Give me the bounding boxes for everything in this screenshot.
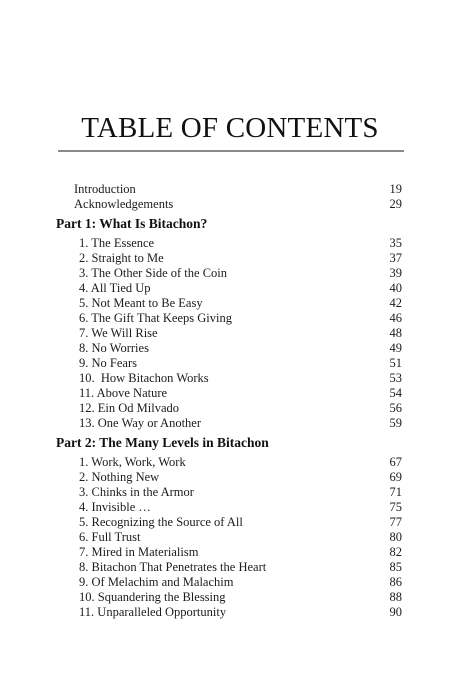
toc-entry-title: 4. Invisible … — [79, 500, 151, 514]
toc-page-number: 29 — [389, 197, 402, 211]
toc-entry — [79, 500, 402, 515]
toc-page-number: 86 — [389, 575, 402, 589]
toc-entry-title: 5. Not Meant to Be Easy — [79, 296, 203, 310]
toc-page-number: 51 — [389, 356, 402, 370]
toc-entry-title: 1. The Essence — [79, 236, 155, 250]
toc-entry — [79, 485, 402, 500]
toc-entry — [79, 455, 402, 470]
toc-entry — [79, 386, 402, 401]
toc-entry-title: 5. Recognizing the Source of All — [79, 515, 243, 529]
toc-entry — [79, 470, 402, 485]
toc-entry — [79, 605, 402, 620]
toc-entry-title: 10. Squandering the Blessing — [79, 590, 226, 604]
toc-entry-title: 9. No Fears — [79, 356, 137, 370]
toc-entry — [79, 590, 402, 605]
toc-page-number: 56 — [389, 401, 402, 415]
toc-entry-title: 1. Work, Work, Work — [79, 455, 186, 469]
toc-entry — [79, 266, 402, 281]
part-heading: Part 1: What Is Bitachon? — [56, 216, 208, 231]
toc-entry-title: 11. Above Nature — [79, 386, 168, 400]
toc-entry-title: 7. We Will Rise — [79, 326, 158, 340]
toc-entry — [79, 545, 402, 560]
toc-page-number: 80 — [389, 530, 402, 544]
toc-page-number: 48 — [389, 326, 402, 340]
toc-entry-title: Introduction — [74, 182, 136, 196]
toc-page-number: 42 — [389, 296, 402, 310]
toc-entry — [79, 371, 402, 386]
toc-entry-title: 4. All Tied Up — [79, 281, 151, 295]
toc-entry-title: 8. Bitachon That Penetrates the Heart — [79, 560, 267, 574]
toc-entry-title: Acknowledgements — [74, 197, 174, 211]
toc-page-number: 39 — [389, 266, 402, 280]
toc-entry — [79, 401, 402, 416]
toc-page-number: 85 — [389, 560, 402, 574]
toc-entry — [79, 251, 402, 266]
toc-entry-title: 7. Mired in Materialism — [79, 545, 199, 559]
toc-entry — [79, 326, 402, 341]
toc-entry — [79, 416, 402, 431]
toc-entry — [79, 530, 402, 545]
toc-entry-title: 12. Ein Od Milvado — [79, 401, 179, 415]
toc-entry — [79, 560, 402, 575]
toc-page-number: 46 — [389, 311, 402, 325]
toc-page-number: 59 — [389, 416, 402, 430]
toc-entry-title: 10. How Bitachon Works — [79, 371, 209, 385]
toc-page-number: 19 — [389, 182, 402, 196]
toc-entry-title: 2. Nothing New — [79, 470, 160, 484]
part-heading: Part 2: The Many Levels in Bitachon — [56, 435, 269, 450]
toc-entry-title: 8. No Worries — [79, 341, 149, 355]
toc-entry-title: 2. Straight to Me — [79, 251, 164, 265]
toc-page-number: 90 — [389, 605, 402, 619]
toc-entry-title: 9. Of Melachim and Malachim — [79, 575, 234, 589]
toc-entry — [79, 296, 402, 311]
toc-page-number: 67 — [389, 455, 402, 469]
toc-page-number: 35 — [389, 236, 402, 250]
toc-page-number: 40 — [389, 281, 402, 295]
toc-entry-title: 11. Unparalleled Opportunity — [79, 605, 227, 619]
toc-page-number: 75 — [389, 500, 402, 514]
page-title: TABLE OF CONTENTS — [81, 112, 379, 144]
title-rule — [58, 150, 404, 152]
toc-entry — [79, 281, 402, 296]
front-matter-entry — [74, 182, 402, 197]
toc-page-number: 53 — [389, 371, 402, 385]
toc-entry — [79, 236, 402, 251]
toc-entry-title: 6. Full Trust — [79, 530, 141, 544]
toc-entry-title: 13. One Way or Another — [79, 416, 202, 430]
toc-entry-title: 3. The Other Side of the Coin — [79, 266, 228, 280]
toc-entry — [79, 311, 402, 326]
toc-page-number: 71 — [389, 485, 402, 499]
toc-entry — [79, 515, 402, 530]
toc-entry-title: 3. Chinks in the Armor — [79, 485, 194, 499]
toc-page-number: 77 — [389, 515, 402, 529]
toc-page-number: 54 — [389, 386, 402, 400]
toc-entry — [79, 341, 402, 356]
toc-entry — [79, 356, 402, 371]
toc-page-number: 82 — [389, 545, 402, 559]
toc-entry — [79, 575, 402, 590]
toc-page-number: 37 — [389, 251, 402, 265]
toc-page-number: 49 — [389, 341, 402, 355]
toc-entry-title: 6. The Gift That Keeps Giving — [79, 311, 232, 325]
front-matter-entry — [74, 197, 402, 212]
toc-page-number: 69 — [389, 470, 402, 484]
toc-page-number: 88 — [389, 590, 402, 604]
